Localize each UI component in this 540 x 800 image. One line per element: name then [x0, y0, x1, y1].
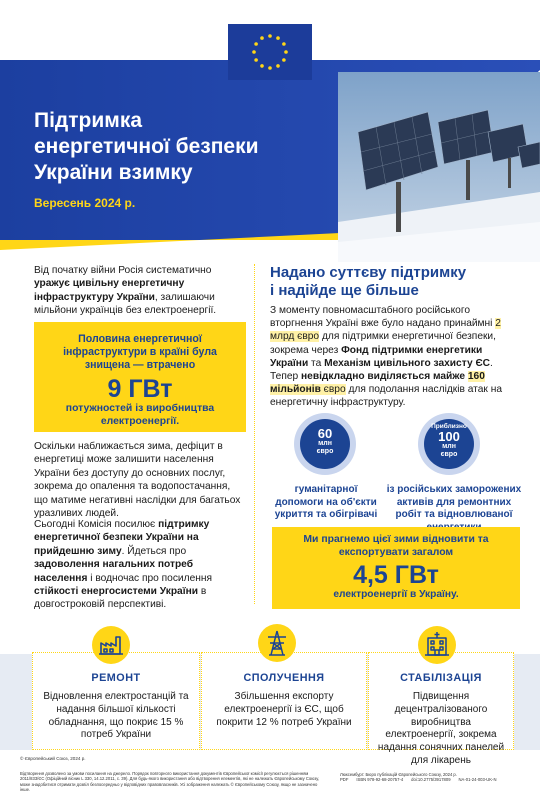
rb-bold-3: невідкладно виділяється майже: [301, 371, 468, 383]
card-repair: [32, 652, 200, 750]
stat-value: 100: [438, 429, 460, 444]
export-goal-intro: Ми прагнемо цієї зими відновити та експортувати загалом: [303, 534, 489, 558]
intro-text-bold: уражує цивільну енергетичну інфраструктуру України: [34, 278, 185, 303]
card-title: СПОЛУЧЕННЯ: [243, 672, 325, 684]
hospital-icon: [418, 626, 456, 664]
winter-risk-paragraph: Оскільки наближається зима, дефіцит в енергетиці може залишити населення України без доступу до основних послуг, зокрема до опалення та водопостачання, що матиме негативні наслідки для багатьох уразливих людей.: [34, 441, 241, 520]
rb-highlight-2bn: 2 млрд євро: [270, 318, 501, 343]
solar-panels-photo: [338, 72, 540, 262]
stat-circle-100m: [418, 413, 480, 475]
stat-circle-core: [424, 419, 474, 469]
p3-text-g: в довгостроковій перспективі.: [34, 586, 207, 611]
card-text: Підвищення децентралізованого виробництва електроенергії, зокрема надання сонячних панелей для лікарень: [377, 691, 505, 766]
p3-text-a: Сьогодні Комісія посилює: [34, 519, 159, 530]
export-goal-caption: електроенергії в Україну.: [333, 589, 459, 601]
title-line-3: України взимку: [34, 161, 193, 184]
footer-catalog-number: NA-01-24-003-UK-N: [458, 777, 497, 783]
rb-fund-name: Фонд підтримки енергетики України: [270, 344, 483, 369]
destroyed-capacity-box: [34, 322, 246, 432]
rb-mechanism-name: Механізм цивільного захисту ЄС: [324, 357, 491, 369]
footer-doi: doi:10.2775/3917809: [411, 777, 451, 783]
stat-label-100m: із російських заморожених активів для ремонтних робіт та відновлюваної: [386, 484, 522, 521]
header: [0, 0, 540, 262]
footer-publisher: Люксембург: Бюро публікацій Європейського Союзу, 2024 р.: [340, 772, 457, 777]
title-line-2: енергетичної безпеки: [34, 135, 259, 158]
footer-legal-text: Відтворення дозволено за умови посилання на джерело. Порядок повторного використання документів Європейської комісії регулюється рішенням 2011/833/ЄС (Офіційний вісник L 330, 14.12.2011, с. 39). Для будь-якого використання або відтворення елементів, які не належать Європейському Союзу, може знадобитися отримати дозвіл безпосередньо у відповідних правовласників. Усі зображення належать © Європейському Союзу, якщо не зазначено інше.: [20, 771, 320, 792]
destroyed-capacity-value: 9 ГВт: [107, 375, 173, 403]
rb-highlight-160m: 160 мільйонів: [270, 371, 485, 396]
page-title: [34, 108, 314, 186]
stat-unit-1: млн: [318, 440, 332, 447]
intro-paragraph: [34, 264, 244, 318]
intro-text-1: Від початку війни Росія систематично: [34, 265, 212, 276]
support-heading-line-2: і надійде ще більше: [270, 282, 419, 299]
p3-text-c: . Йдеться про: [121, 545, 187, 557]
card-interconnection: [201, 652, 367, 750]
p3-text-e: і водночас про посилення: [87, 572, 213, 584]
footer-identifiers: [340, 777, 530, 782]
p3-text-f: стійкості енергосистеми України: [34, 586, 198, 598]
rb-e: євро: [320, 384, 346, 396]
card-title: СТАБІЛІЗАЦІЯ: [400, 672, 482, 684]
stat-label-60m: гуманітарної допомоги на об'єкти укриття та обігрівачі: [274, 484, 378, 521]
stat-unit-2: євро: [316, 448, 334, 455]
support-paragraph: [270, 304, 522, 410]
title-line-1: Підтримка: [34, 109, 143, 132]
p3-text-b: підтримку енергетичної безпеки України на прийдешню зиму: [34, 519, 210, 557]
card-stabilization: [368, 652, 514, 766]
footer-isbn: ISBN 978-92-68-20757-4: [356, 777, 404, 783]
stat-value: 60: [317, 426, 333, 441]
export-goal-box: [272, 527, 520, 609]
stat-circle-core: [300, 419, 350, 469]
commission-support-paragraph: [34, 518, 246, 612]
rb-d: . Тепер: [270, 357, 493, 383]
eu-flag-icon: [228, 24, 312, 80]
stat-unit-2: євро: [440, 451, 458, 458]
footer-publication-info: [340, 772, 530, 782]
destroyed-capacity-caption: потужностей із виробництва електроенергії.: [65, 403, 215, 427]
destroyed-capacity-intro: Половина енергетичної інфраструктури в країні була знищена — втрачено: [63, 333, 217, 371]
card-text: Збільшення експорту електроенергії із ЄС, щоб покрити 12 % потреб України: [216, 691, 352, 728]
rb-c: та: [308, 357, 325, 369]
column-divider: [254, 264, 255, 604]
footer-copyright: © Європейський Союз, 2024 р.: [20, 756, 86, 761]
support-heading: [270, 264, 520, 300]
stat-unit-1: млн: [442, 443, 456, 450]
stat-circle-60m: [294, 413, 356, 475]
intro-text-3: , залишаючи мільйони українців без електроенергії.: [34, 291, 217, 317]
stat-prefix: Приблизно: [431, 423, 467, 430]
p3-text-d: задоволення нагальних потреб населення: [34, 559, 193, 584]
rb-b: для підтримки енергетичної безпеки, зокрема через: [270, 331, 496, 356]
footer-format: PDF: [340, 777, 349, 783]
publication-date: Вересень 2024 р.: [34, 196, 136, 210]
rb-f: для подолання наслідків атак на енергетичну інфраструктуру.: [270, 384, 502, 409]
support-heading-line-1: Надано суттєву підтримку: [270, 264, 467, 281]
power-tower-icon: [258, 624, 296, 662]
card-title: РЕМОНТ: [91, 672, 141, 684]
export-goal-value: 4,5 ГВт: [353, 561, 439, 590]
rb-a: З моменту повномасштабного російського вторгнення Україні вже було надано принаймні: [270, 305, 496, 330]
card-text: Відновлення електростанцій та надання більшої кількості обладнання, що покриє 15 % потреб України: [43, 691, 189, 741]
footer-legal: [20, 756, 320, 792]
factory-icon: [92, 626, 130, 664]
